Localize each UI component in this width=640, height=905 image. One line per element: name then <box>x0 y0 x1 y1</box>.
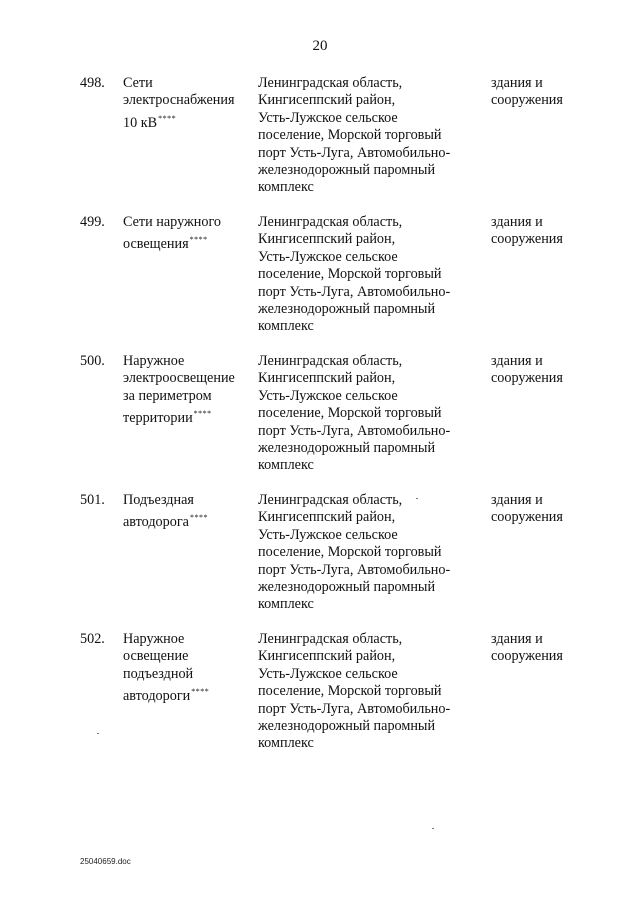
list-item <box>0 214 640 353</box>
location-line: комплекс <box>258 596 314 613</box>
location-line: Кингисеппский район, <box>258 370 396 387</box>
entries-list <box>0 75 640 770</box>
type-line: здания и <box>491 214 543 230</box>
location-line: комплекс <box>258 735 314 752</box>
location-line: Усть-Лужское сельское <box>258 387 398 404</box>
entry-name-text: 10 кВ <box>123 114 158 131</box>
entry-name <box>123 75 253 132</box>
location-line: комплекс <box>258 179 314 196</box>
entry-name-line <box>123 388 253 405</box>
entry-name-text: Подъездная <box>123 492 194 508</box>
location-line: порт Усть-Луга, Автомобильно- <box>258 422 451 439</box>
entry-name-line <box>123 666 253 683</box>
location-line: порт Усть-Луга, Автомобильно- <box>258 144 451 161</box>
location-line: порт Усть-Луга, Автомобильно- <box>258 561 451 578</box>
entry-name-line <box>123 631 253 648</box>
entry-name-text: автодороги <box>123 688 191 705</box>
type-line: сооружения <box>491 231 563 248</box>
entry-name <box>123 631 253 706</box>
location-line: поселение, Морской торговый <box>258 683 442 700</box>
entry-name-text: Наружное <box>123 631 185 647</box>
location-line: поселение, Морской торговый <box>258 266 442 283</box>
entry-name-text: электроосвещение <box>123 370 235 387</box>
entry-name-text: Сети наружного <box>123 214 222 230</box>
list-item <box>0 75 640 214</box>
entry-name-line <box>123 110 253 132</box>
location-line: железнодорожный паромный <box>258 301 436 318</box>
list-item <box>0 492 640 631</box>
entry-name-line <box>123 683 253 705</box>
entry-name-text: освещения <box>123 236 189 253</box>
entry-type <box>491 75 611 110</box>
entry-number: 502. <box>80 631 105 647</box>
entry-name-line <box>123 492 253 509</box>
footnote-marker: **** <box>189 513 208 523</box>
location-line: комплекс <box>258 457 314 474</box>
location-line: поселение, Морской торговый <box>258 544 442 561</box>
entry-name-line <box>123 75 253 92</box>
location-line: Усть-Лужское сельское <box>258 248 398 265</box>
entry-location <box>258 75 488 197</box>
entry-location <box>258 631 488 753</box>
entry-number: 501. <box>80 492 105 508</box>
type-line: сооружения <box>491 92 563 109</box>
location-line: Ленинградская область, <box>258 214 403 230</box>
type-line: здания и <box>491 75 543 91</box>
entry-name-line <box>123 370 253 387</box>
scan-speck <box>432 828 434 829</box>
location-line: Ленинградская область, <box>258 75 403 91</box>
entry-name-line <box>123 231 253 253</box>
list-item <box>0 353 640 492</box>
footnote-marker: **** <box>158 113 177 123</box>
type-line: здания и <box>491 631 543 647</box>
location-line: железнодорожный паромный <box>258 718 436 735</box>
entry-name-line <box>123 214 253 231</box>
location-line: порт Усть-Луга, Автомобильно- <box>258 283 451 300</box>
location-line: Усть-Лужское сельское <box>258 109 398 126</box>
entry-name-text: подъездной <box>123 665 194 682</box>
entry-name-text: освещение <box>123 648 189 665</box>
entry-number: 500. <box>80 353 105 369</box>
location-line: поселение, Морской торговый <box>258 127 442 144</box>
entry-name-text: за периметром <box>123 387 212 404</box>
location-line: Кингисеппский район, <box>258 231 396 248</box>
list-item <box>0 631 640 770</box>
location-line: комплекс <box>258 318 314 335</box>
entry-name-line <box>123 648 253 665</box>
entry-location <box>258 214 488 336</box>
footnote-marker: **** <box>191 687 210 697</box>
type-line: сооружения <box>491 509 563 526</box>
entry-name-text: Сети <box>123 75 153 91</box>
entry-name <box>123 492 253 532</box>
location-line: Кингисеппский район, <box>258 509 396 526</box>
scan-speck <box>416 498 418 499</box>
page-number: 20 <box>312 38 328 54</box>
location-line: Усть-Лужское сельское <box>258 526 398 543</box>
location-line: Усть-Лужское сельское <box>258 665 398 682</box>
type-line: здания и <box>491 353 543 369</box>
entry-number: 499. <box>80 214 105 230</box>
location-line: Кингисеппский район, <box>258 92 396 109</box>
footer-filename: 25040659.doc <box>80 857 131 866</box>
entry-name-line <box>123 405 253 427</box>
entry-type <box>491 214 611 249</box>
scan-speck <box>97 733 99 734</box>
location-line: железнодорожный паромный <box>258 440 436 457</box>
entry-name-text: электроснабжения <box>123 92 235 109</box>
type-line: сооружения <box>491 370 563 387</box>
location-line: Ленинградская область, <box>258 492 403 508</box>
entry-name-text: территории <box>123 410 193 427</box>
entry-type <box>491 492 611 527</box>
entry-name <box>123 214 253 254</box>
location-line: железнодорожный паромный <box>258 579 436 596</box>
location-line: поселение, Морской торговый <box>258 405 442 422</box>
entry-name <box>123 353 253 428</box>
location-line: железнодорожный паромный <box>258 162 436 179</box>
entry-type <box>491 631 611 666</box>
location-line: Ленинградская область, <box>258 353 403 369</box>
entry-name-line <box>123 92 253 109</box>
footnote-marker: **** <box>193 409 212 419</box>
entry-number: 498. <box>80 75 105 91</box>
entry-name-line <box>123 353 253 370</box>
location-line: порт Усть-Луга, Автомобильно- <box>258 700 451 717</box>
location-line: Кингисеппский район, <box>258 648 396 665</box>
entry-location <box>258 492 488 614</box>
footnote-marker: **** <box>189 235 208 245</box>
type-line: здания и <box>491 492 543 508</box>
entry-name-text: автодорога <box>123 514 189 531</box>
location-line: Ленинградская область, <box>258 631 403 647</box>
entry-type <box>491 353 611 388</box>
entry-name-line <box>123 509 253 531</box>
entry-location <box>258 353 488 475</box>
type-line: сооружения <box>491 648 563 665</box>
entry-name-text: Наружное <box>123 353 185 369</box>
